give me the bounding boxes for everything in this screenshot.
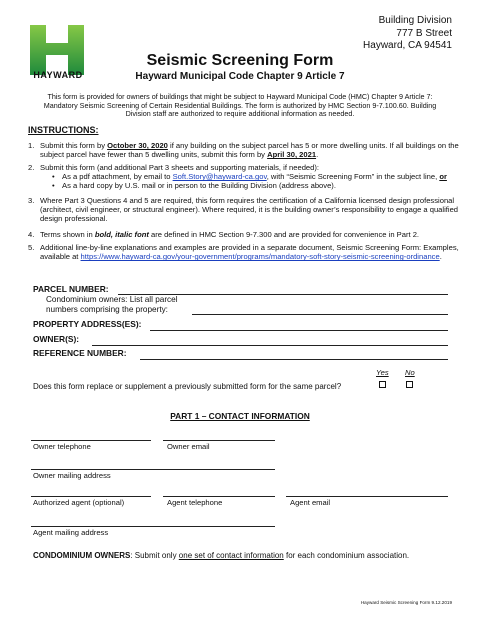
bullet-email [52, 172, 464, 182]
item-number: 1. [28, 141, 35, 150]
bullet-hardcopy [52, 181, 464, 191]
instruction-item-2 [28, 163, 464, 191]
bullet-icon: • [52, 181, 55, 191]
bullet-icon: • [52, 172, 55, 182]
yes-heading: Yes [376, 368, 389, 377]
punctuation: . [439, 252, 442, 262]
condo-note-line-2: numbers comprising the property: [46, 305, 168, 314]
condo-note-text: : Submit only [130, 551, 179, 560]
reference-number-label: REFERENCE NUMBER: [33, 348, 127, 358]
instruction-text: Where Part 3 Questions 4 and 5 are required, this form requires the certification of a California licensed design professional (architect, civil engineer, or structural engineer). Where required, it is the building owner’s responsibility to engage a qualified design professional. [40, 196, 459, 224]
address-line: Building Division [378, 15, 452, 26]
agent-telephone-field[interactable] [163, 496, 275, 497]
part1-heading: PART 1 – CONTACT INFORMATION [170, 411, 310, 421]
owner-telephone-field[interactable] [31, 440, 151, 441]
deadline-5-units: October 30, 2020 [107, 141, 168, 150]
item-number: 4. [28, 230, 35, 239]
owners-label: OWNER(S): [33, 334, 80, 344]
or-text: or [439, 172, 447, 182]
email-link[interactable]: Soft.Story@hayward-ca.gov [172, 172, 267, 182]
instruction-text: if any building on the subject parcel has 5 or more dwelling units. If all buildings on the subject parcel have fewer than 5 dwelling units, submit this form by [40, 141, 459, 160]
owner-mailing-field[interactable] [31, 469, 275, 470]
condo-owners-label: CONDOMINIUM OWNERS [33, 551, 131, 560]
owner-email-field[interactable] [163, 440, 275, 441]
condo-owners-note [33, 551, 409, 560]
division-address [363, 15, 452, 53]
instruction-text: Additional line-by-line explanations and examples are provided in a separate document, Seismic Screening Form: Examples, available at [40, 243, 459, 262]
footer-text: Hayward Seismic Screening Form 9.12.2019 [360, 600, 452, 605]
owner-mailing-label: Owner mailing address [33, 471, 111, 480]
logo-wordmark: HAYWARD [33, 70, 83, 80]
condo-note-text: for each condominium association. [283, 551, 410, 560]
owner-telephone-label: Owner telephone [33, 442, 91, 451]
bullet-text: As a pdf attachment, by email to [62, 172, 173, 182]
agent-mailing-label: Agent mailing address [33, 528, 109, 537]
condo-note-emphasis: one set of contact information [178, 551, 284, 560]
instructions-heading: INSTRUCTIONS: [28, 125, 99, 135]
address-line: 777 B Street [396, 27, 452, 39]
no-heading: No [405, 368, 415, 377]
yes-checkbox[interactable] [379, 381, 386, 388]
form-subtitle: Hayward Municipal Code Chapter 9 Article 7 [135, 71, 345, 82]
authorized-agent-field[interactable] [31, 496, 151, 497]
instruction-text: are defined in HMC Section 9-7.300 and are provided for convenience in Part 2. [148, 230, 420, 239]
reference-number-field[interactable] [140, 359, 448, 360]
instruction-text: Terms shown in [40, 230, 95, 239]
bullet-text: , with “Seismic Screening Form” in the subject line, [266, 172, 440, 182]
form-title: Seismic Screening Form [146, 52, 334, 69]
instruction-text: Submit this form (and additional Part 3 sheets and supporting materials, if needed): [40, 163, 320, 172]
instruction-item-4 [28, 230, 464, 239]
instruction-text: Submit this form by [40, 141, 108, 150]
agent-email-field[interactable] [286, 496, 448, 497]
instruction-item-1 [28, 141, 464, 159]
bullet-text: As a hard copy by U.S. mail or in person to the Building Division (address above). [62, 181, 336, 191]
instruction-item-5 [28, 243, 464, 261]
bold-italic-term: bold, italic font [94, 230, 149, 239]
condo-note-line-1: Condominium owners: List all parcel [46, 295, 178, 304]
no-checkbox[interactable] [406, 381, 413, 388]
item-number: 5. [28, 243, 35, 252]
owner-email-label: Owner email [167, 442, 210, 451]
agent-mailing-field[interactable] [31, 526, 275, 527]
property-address-label: PROPERTY ADDRESS(ES): [33, 319, 142, 329]
instruction-item-3 [28, 196, 464, 224]
address-line: Hayward, CA 94541 [363, 40, 452, 51]
intro-paragraph: This form is provided for owners of buildings that might be subject to Hayward Municipal Code (HMC) Chapter 9 Article 7: Mandatory Seismic Screening of Certain Residential Buildings. The form is authorized by HMC Section 9-7.100.60. Building Division staff are authorized to require additional information as needed. [43, 92, 437, 119]
agent-telephone-label: Agent telephone [167, 498, 223, 507]
punctuation: . [316, 150, 319, 160]
property-address-field[interactable] [150, 330, 448, 331]
condo-parcels-field[interactable] [192, 314, 448, 315]
examples-link[interactable]: https://www.hayward-ca.gov/your-government/programs/mandatory-soft-story-seismic-screening-ordinance [80, 252, 440, 262]
deadline-under-5-units: April 30, 2021 [267, 150, 317, 160]
parcel-number-label: PARCEL NUMBER: [33, 284, 109, 294]
owners-field[interactable] [92, 345, 448, 346]
replace-question-text: Does this form replace or supplement a previously submitted form for the same parcel? [33, 382, 342, 391]
authorized-agent-label: Authorized agent (optional) [33, 498, 125, 507]
agent-email-label: Agent email [290, 498, 331, 507]
item-number: 3. [28, 196, 35, 205]
item-number: 2. [28, 163, 35, 172]
